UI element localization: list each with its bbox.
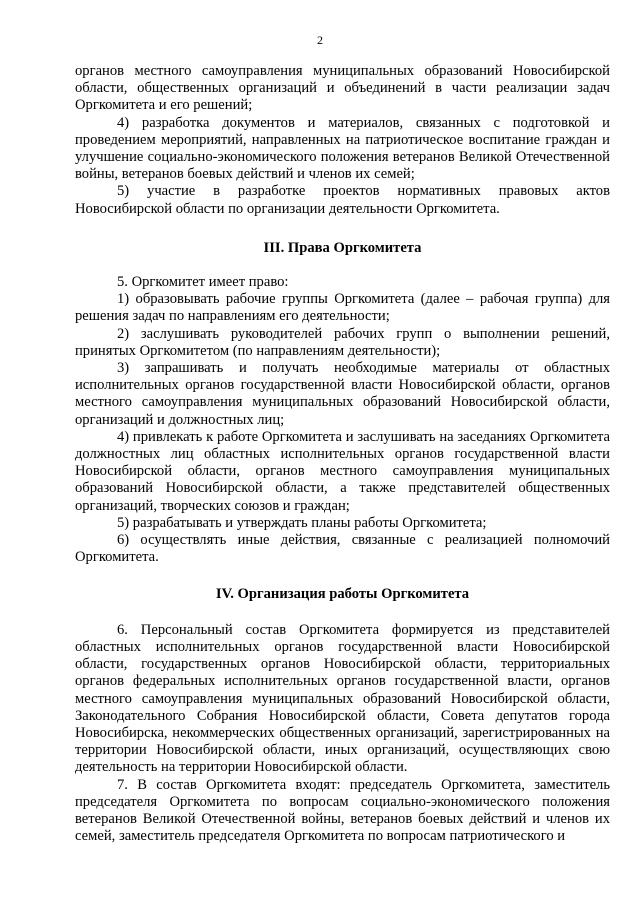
section-4-clause-6: 6. Персональный состав Оргкомитета формируется из представителей областных исполнительных органов государственной власти Новосибирской области, государственных органов Новосибирской области, территориальных органов федеральных исполнительных органов государственной власти, органов местного самоуправления муниципальных образований Новосибирской области, Законодательного Собрания Новосибирской области, Совета депутатов города Новосибирска, некоммерческих общественных организаций, зарегистрированных на территории Новосибирской области, иных организаций, осуществляющих свою деятельность на территории Новосибирской области. — [75, 621, 610, 776]
section-3-item-1: 1) образовывать рабочие группы Оргкомитета (далее – рабочая группа) для решения задач по направлениям его деятельности; — [75, 291, 610, 325]
paragraph-continuation: органов местного самоуправления муниципальных образований Новосибирской области, общественных организаций и объединений в части реализации задач Оргкомитета и его решений; — [75, 63, 610, 114]
section-4-heading: IV. Организация работы Оргкомитета — [215, 586, 470, 603]
document-body — [75, 63, 610, 845]
page-number: 2 — [317, 33, 323, 47]
section-3-heading: III. Права Оргкомитета — [263, 239, 422, 256]
section-3-item-2: 2) заслушивать руководителей рабочих групп о выполнении решений, принятых Оргкомитетом (по направлениям деятельности); — [75, 325, 610, 359]
section-3-clause-5: 5. Оргкомитет имеет право: — [117, 274, 289, 291]
section-3-item-5: 5) разрабатывать и утверждать планы работы Оргкомитета; — [117, 514, 487, 531]
section-4-clause-7: 7. В состав Оргкомитета входят: председатель Оргкомитета, заместитель председателя Оргкомитета по вопросам социально-экономического положения ветеранов Великой Отечественной войны, ветеранов боевых действий и членов их семей, заместитель председателя Оргкомитета по вопросам патриотического и — [75, 776, 610, 845]
paragraph-item-5: 5) участие в разработке проектов нормативных правовых актов Новосибирской области по организации деятельности Оргкомитета. — [75, 183, 610, 217]
section-3-item-3: 3) запрашивать и получать необходимые материалы от областных исполнительных органов государственной власти Новосибирской области, органов местного самоуправления муниципальных образований Новосибирской области, организаций и должностных лиц; — [75, 360, 610, 428]
section-3-item-6: 6) осуществлять иные действия, связанные с реализацией полномочий Оргкомитета. — [75, 532, 610, 566]
section-3-item-4: 4) привлекать к работе Оргкомитета и заслушивать на заседаниях Оргкомитета должностных лиц областных исполнительных органов государственной власти Новосибирской области, органов местного самоуправления муниципальных образований Новосибирской области, а также представителей общественных организаций, творческих союзов и граждан; — [75, 428, 610, 514]
paragraph-item-4: 4) разработка документов и материалов, связанных с подготовкой и проведением мероприятий, направленных на патриотическое воспитание граждан и улучшение социально-экономического положения ветеранов Великой Отечественной войны, ветеранов боевых действий и членов их семей; — [75, 114, 610, 183]
